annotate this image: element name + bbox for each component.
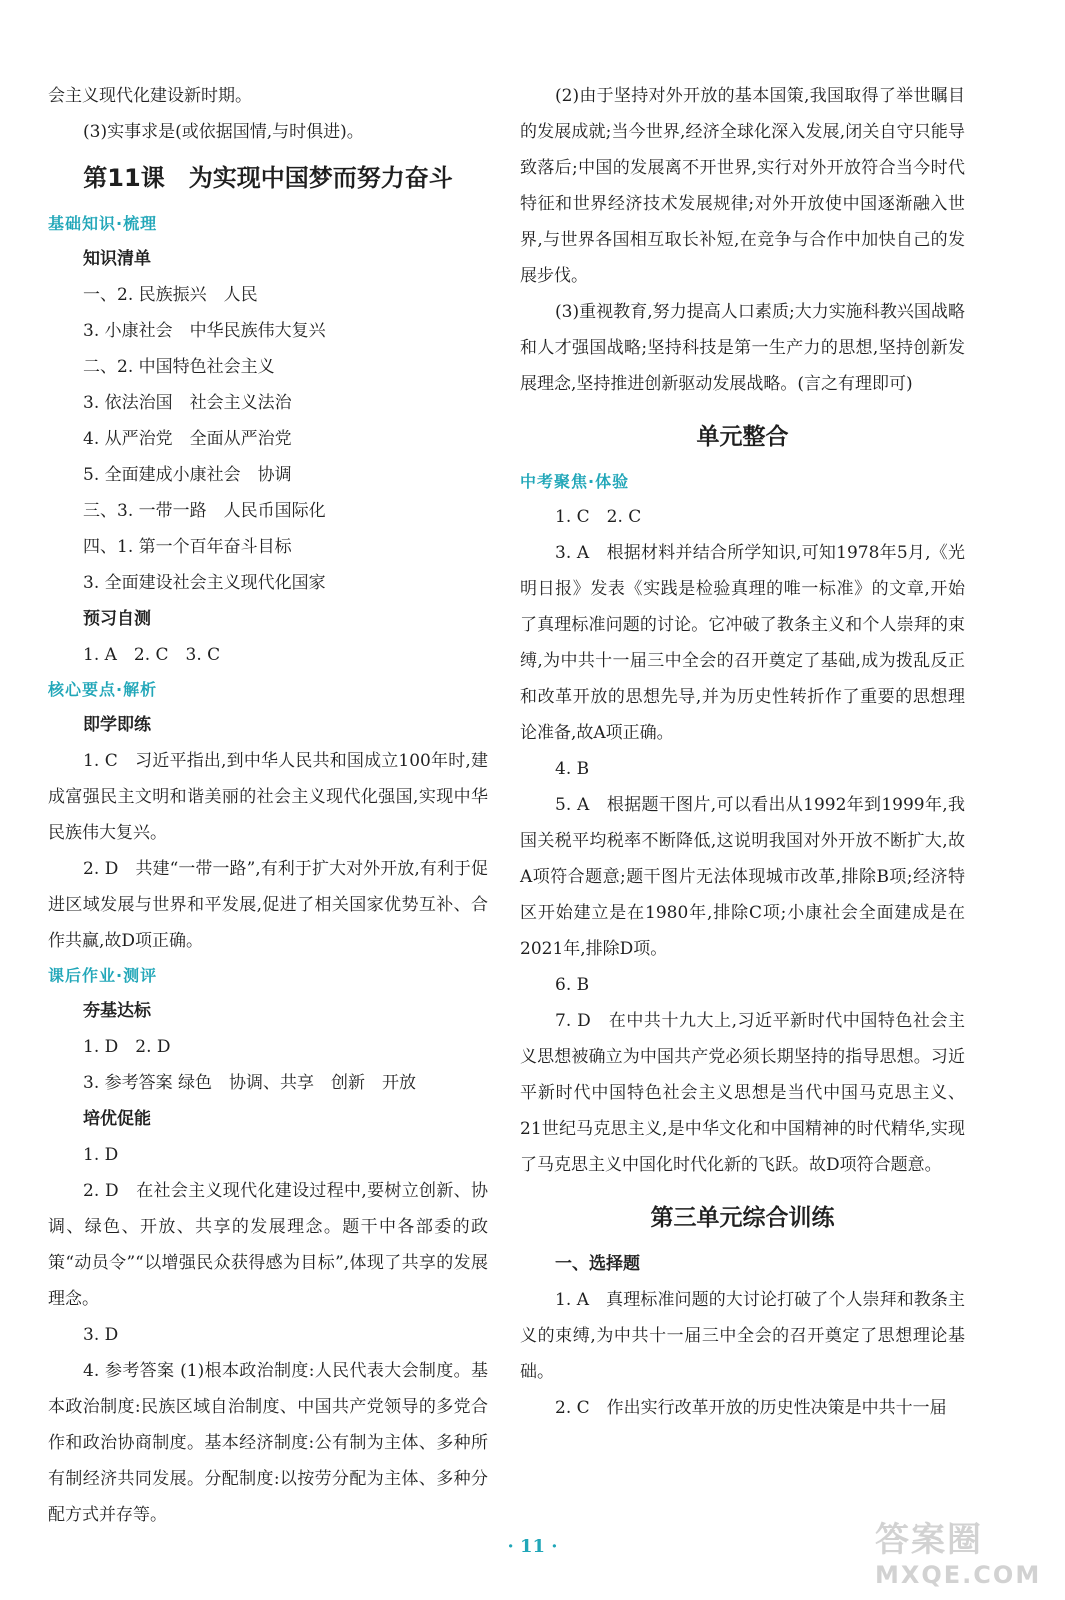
answer-line: 3. D xyxy=(83,1325,119,1345)
answer-paragraph: 5. A 根据题干图片,可以看出从1992年到1999年,我国关税平均税率不断降低,这说明我国对外开放不断扩大,故A项符合题意;题干图片无法体现城市改革,排除B项;经济特区开始建立是在1980年,排除C项;小康社会全面建成是在2021年,排除D项。 xyxy=(520,795,965,959)
left-column xyxy=(48,78,488,1533)
answer-paragraph: 7. D 在中共十九大上,习近平新时代中国特色社会主义思想被确立为中国共产党必须长期坚持的指导思想。习近平新时代中国特色社会主义思想是当代中国马克思主义、21世纪马克思主义,是中华文化和中国精神的时代精华,实现了马克思主义中国化时代化新的飞跃。故D项符合题意。 xyxy=(520,1011,965,1175)
subheading-practice: 即学即练 xyxy=(83,715,151,735)
text-line: (3)实事求是(或依据国情,与时俱进)。 xyxy=(83,122,364,142)
answer-paragraph: 2. D 共建“一带一路”,有利于扩大对外开放,有利于促进区域发展与世界和平发展,促进了相关国家优势互补、合作共赢,故D项正确。 xyxy=(48,859,488,951)
watermark-bottom: MXQE.COM xyxy=(875,1561,1042,1589)
unit3-title: 第三单元综合训练 xyxy=(650,1205,835,1231)
answer-line: 4. B xyxy=(555,759,590,779)
subheading-advanced: 培优促能 xyxy=(83,1109,151,1129)
answer-line: 1. D xyxy=(83,1145,119,1165)
answer-paragraph: (2)由于坚持对外开放的基本国策,我国取得了举世瞩目的发展成就;当今世界,经济全球化深入发展,闭关自守只能导致落后;中国的发展离不开世界,实行对外开放符合当今时代特征和世界经济技术发展规律;对外开放使中国逐渐融入世界,与世界各国相互取长补短,在竞争与合作中加快自己的发展步伐。 xyxy=(520,86,965,286)
answer-line: 1. D 2. D xyxy=(83,1037,171,1057)
page-number: · 11 · xyxy=(507,1536,558,1557)
right-column xyxy=(520,78,965,1426)
answer-line: 3. 小康社会 中华民族伟大复兴 xyxy=(83,321,326,341)
answer-paragraph: 2. D 在社会主义现代化建设过程中,要树立创新、协调、绿色、开放、共享的发展理念。题干中各部委的政策“动员令”“以增强民众获得感为目标”,体现了共享的发展理念。 xyxy=(48,1181,488,1309)
answer-line: 2. C 作出实行改革开放的历史性决策是中共十一届 xyxy=(555,1398,947,1418)
answer-line: 3. 全面建设社会主义现代化国家 xyxy=(83,573,326,593)
watermark-top: 答案圈 xyxy=(875,1520,983,1560)
answer-line: 二、2. 中国特色社会主义 xyxy=(83,357,275,377)
answer-line: 6. B xyxy=(555,975,590,995)
answer-paragraph: (3)重视教育,努力提高人口素质;大力实施科教兴国战略和人才强国战略;坚持科技是第一生产力的思想,坚持创新发展理念,坚持推进创新驱动发展战略。(言之有理即可) xyxy=(520,302,965,394)
answer-line: 4. 从严治党 全面从严治党 xyxy=(83,429,292,449)
lesson-title: 第11课 为实现中国梦而努力奋斗 xyxy=(83,164,453,192)
answer-line: 3. 依法治国 社会主义法治 xyxy=(83,393,292,413)
answer-line: 1. C 2. C xyxy=(555,507,642,527)
answer-line: 3. 参考答案 绿色 协调、共享 创新 开放 xyxy=(83,1073,417,1093)
subheading-choice: 一、选择题 xyxy=(555,1254,640,1274)
watermark-logo xyxy=(875,1512,1045,1592)
answer-line: 三、3. 一带一路 人民币国际化 xyxy=(83,501,326,521)
section-heading-homework: 课后作业·测评 xyxy=(48,966,158,985)
answer-line: 一、2. 民族振兴 人民 xyxy=(83,285,258,305)
section-heading-core: 核心要点·解析 xyxy=(48,680,158,699)
answer-line: 1. A 2. C 3. C xyxy=(83,645,221,665)
subheading-foundation: 夯基达标 xyxy=(83,1001,151,1021)
answer-paragraph: 3. A 根据材料并结合所学知识,可知1978年5月,《光明日报》发表《实践是检验真理的唯一标准》的文章,开始了真理标准问题的讨论。它冲破了教条主义和个人崇拜的束缚,为中共十一届三中全会的召开奠定了基础,成为拨乱反正和改革开放的思想先导,并为历史性转折作了重要的思想理论准备,故A项正确。 xyxy=(520,543,965,743)
answer-line: 四、1. 第一个百年奋斗目标 xyxy=(83,537,292,557)
subheading-knowledge-list: 知识清单 xyxy=(83,249,151,269)
answer-paragraph: 1. C 习近平指出,到中华人民共和国成立100年时,建成富强民主文明和谐美丽的社会主义现代化强国,实现中华民族伟大复兴。 xyxy=(48,751,488,843)
answer-line: 5. 全面建成小康社会 协调 xyxy=(83,465,292,485)
unit-title: 单元整合 xyxy=(696,424,789,450)
answer-paragraph: 4. 参考答案 (1)根本政治制度:人民代表大会制度。基本政治制度:民族区域自治制度、中国共产党领导的多党合作和政治协商制度。基本经济制度:公有制为主体、多种所有制经济共同发展。分配制度:以按劳分配为主体、多种分配方式并存等。 xyxy=(48,1361,488,1525)
section-heading-exam: 中考聚焦·体验 xyxy=(520,472,630,491)
section-heading-basic: 基础知识·梳理 xyxy=(48,214,158,233)
subheading-preview-test: 预习自测 xyxy=(83,609,151,629)
answer-paragraph: 1. A 真理标准问题的大讨论打破了个人崇拜和教条主义的束缚,为中共十一届三中全会的召开奠定了思想理论基础。 xyxy=(520,1290,965,1382)
text-line: 会主义现代化建设新时期。 xyxy=(48,86,252,106)
